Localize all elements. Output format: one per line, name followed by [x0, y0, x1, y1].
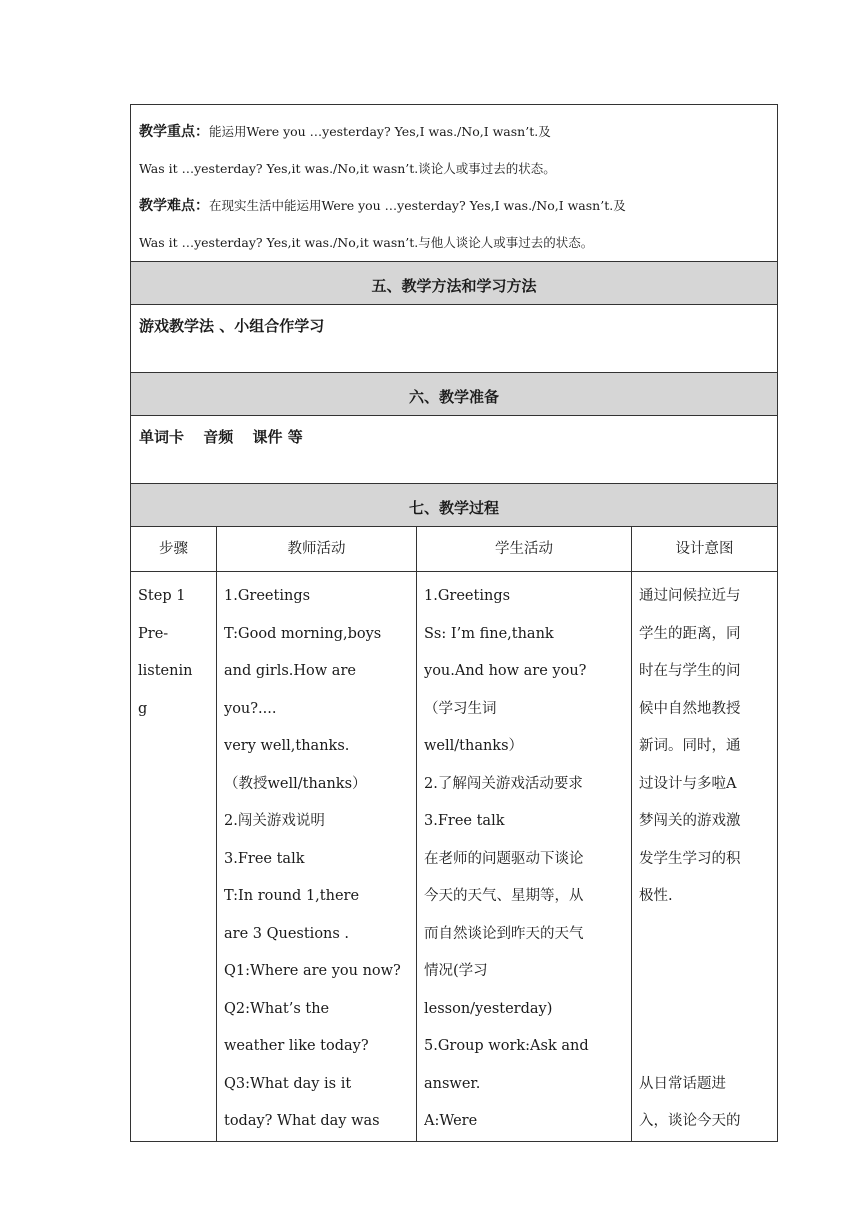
lesson-plan-sheet — [130, 104, 777, 1142]
teacher-line: T:Good morning,boys — [224, 625, 382, 642]
difficulty-line-2: Was it …yesterday? Yes,it was./No,it wasn’t.与他人谈论人或事过去的状态。 — [139, 235, 594, 250]
prep-item: 单词卡 — [139, 428, 185, 446]
student-line: answer. — [424, 1075, 481, 1092]
section6-content-row — [131, 416, 778, 484]
design-line — [639, 1028, 770, 1066]
difficulty-label: 教学难点： — [139, 198, 209, 214]
section7-header-row — [131, 484, 778, 527]
design-line — [639, 953, 770, 991]
teacher-line: Q3:What day is it — [224, 1075, 352, 1092]
key-point-line-2: Was it …yesterday? Yes,it was./No,it wasn’t.谈论人或事过去的状态。 — [139, 161, 556, 176]
student-line: well/thanks） — [424, 738, 524, 754]
design-intent-cell — [632, 572, 778, 1142]
design-line — [639, 916, 770, 954]
student-line: Ss: I’m fine,thank — [424, 625, 554, 642]
teacher-line: Q1:Where are you now? — [224, 963, 401, 979]
section5-header-row — [131, 262, 778, 305]
teacher-line: （教授well/thanks） — [224, 775, 367, 792]
design-line: 入，谈论今天的 — [639, 1113, 741, 1129]
student-line: （学习生词 — [424, 700, 497, 717]
column-header-design: 设计意图 — [632, 527, 778, 572]
teacher-line: Q2:What’s the — [224, 1000, 330, 1017]
student-line: 3.Free talk — [424, 813, 505, 829]
design-line: 学生的距离，同 — [639, 625, 741, 642]
prep-item: 等 — [287, 428, 303, 446]
student-line: 情况(学习 — [424, 963, 488, 979]
teacher-line: 2.闯关游戏说明 — [224, 813, 325, 829]
design-line: 发学生学习的积 — [639, 850, 741, 867]
section7-title: 七、教学过程 — [131, 484, 778, 527]
teacher-line: today? What day was — [224, 1113, 380, 1129]
lesson-plan-table — [130, 104, 778, 1142]
step-row — [131, 572, 778, 1142]
step-line: Step 1 — [138, 588, 186, 604]
teacher-line: T:In round 1,there — [224, 888, 360, 904]
design-line: 新词。同时，通 — [639, 738, 741, 754]
design-line: 候中自然地教授 — [639, 700, 741, 717]
key-point-line-1: 能运用Were you …yesterday? Yes,I was./No,I wasn’t.及 — [209, 124, 551, 139]
teacher-line: you?.... — [224, 700, 277, 717]
teacher-line: weather like today? — [224, 1038, 369, 1054]
student-line: you.And how are you? — [424, 663, 587, 679]
prep-item: 音频 — [203, 428, 234, 446]
student-activity-cell — [417, 572, 632, 1142]
column-header-teacher: 教师活动 — [217, 527, 417, 572]
student-line: 而自然谈论到昨天的天气 — [424, 925, 584, 942]
step-cell — [131, 572, 217, 1142]
section5-title: 五、教学方法和学习方法 — [131, 262, 778, 305]
design-line: 从日常话题进 — [639, 1075, 726, 1092]
step-line: g — [138, 700, 148, 717]
objectives-row — [131, 105, 778, 262]
design-line: 通过问候拉近与 — [639, 588, 741, 604]
section5-content: 游戏教学法 、小组合作学习 — [131, 305, 778, 373]
design-line — [639, 991, 770, 1029]
student-line: lesson/yesterday) — [424, 1000, 553, 1017]
section6-header-row — [131, 373, 778, 416]
section5-content-row — [131, 305, 778, 373]
teacher-line: 3.Free talk — [224, 850, 305, 867]
objectives-cell — [131, 105, 778, 262]
teacher-line: and girls.How are — [224, 663, 356, 679]
student-line: 今天的天气、星期等，从 — [424, 888, 584, 904]
step-line: Pre- — [138, 625, 169, 642]
column-header-step: 步骤 — [131, 527, 217, 572]
student-line: A:Were — [424, 1113, 478, 1129]
design-line: 极性. — [639, 888, 673, 904]
section6-title: 六、教学准备 — [131, 373, 778, 416]
student-line: 在老师的问题驱动下谈论 — [424, 850, 584, 867]
student-line: 5.Group work:Ask and — [424, 1038, 589, 1054]
column-header-row — [131, 527, 778, 572]
design-line: 时在与学生的问 — [639, 663, 741, 679]
teacher-line: are 3 Questions . — [224, 925, 350, 942]
difficulty-line-1: 在现实生活中能运用Were you …yesterday? Yes,I was./No,I wasn’t.及 — [209, 198, 626, 213]
teacher-activity-cell — [217, 572, 417, 1142]
step-line: listenin — [138, 663, 193, 679]
design-line: 过设计与多啦A — [639, 775, 737, 792]
section6-content — [131, 416, 778, 484]
column-header-student: 学生活动 — [417, 527, 632, 572]
teacher-line: very well,thanks. — [224, 738, 350, 754]
design-line: 梦闯关的游戏激 — [639, 813, 741, 829]
student-line: 1.Greetings — [424, 588, 511, 604]
teacher-line: 1.Greetings — [224, 588, 311, 604]
student-line: 2.了解闯关游戏活动要求 — [424, 775, 583, 792]
prep-item: 课件 — [252, 428, 283, 446]
key-point-label: 教学重点： — [139, 124, 209, 140]
